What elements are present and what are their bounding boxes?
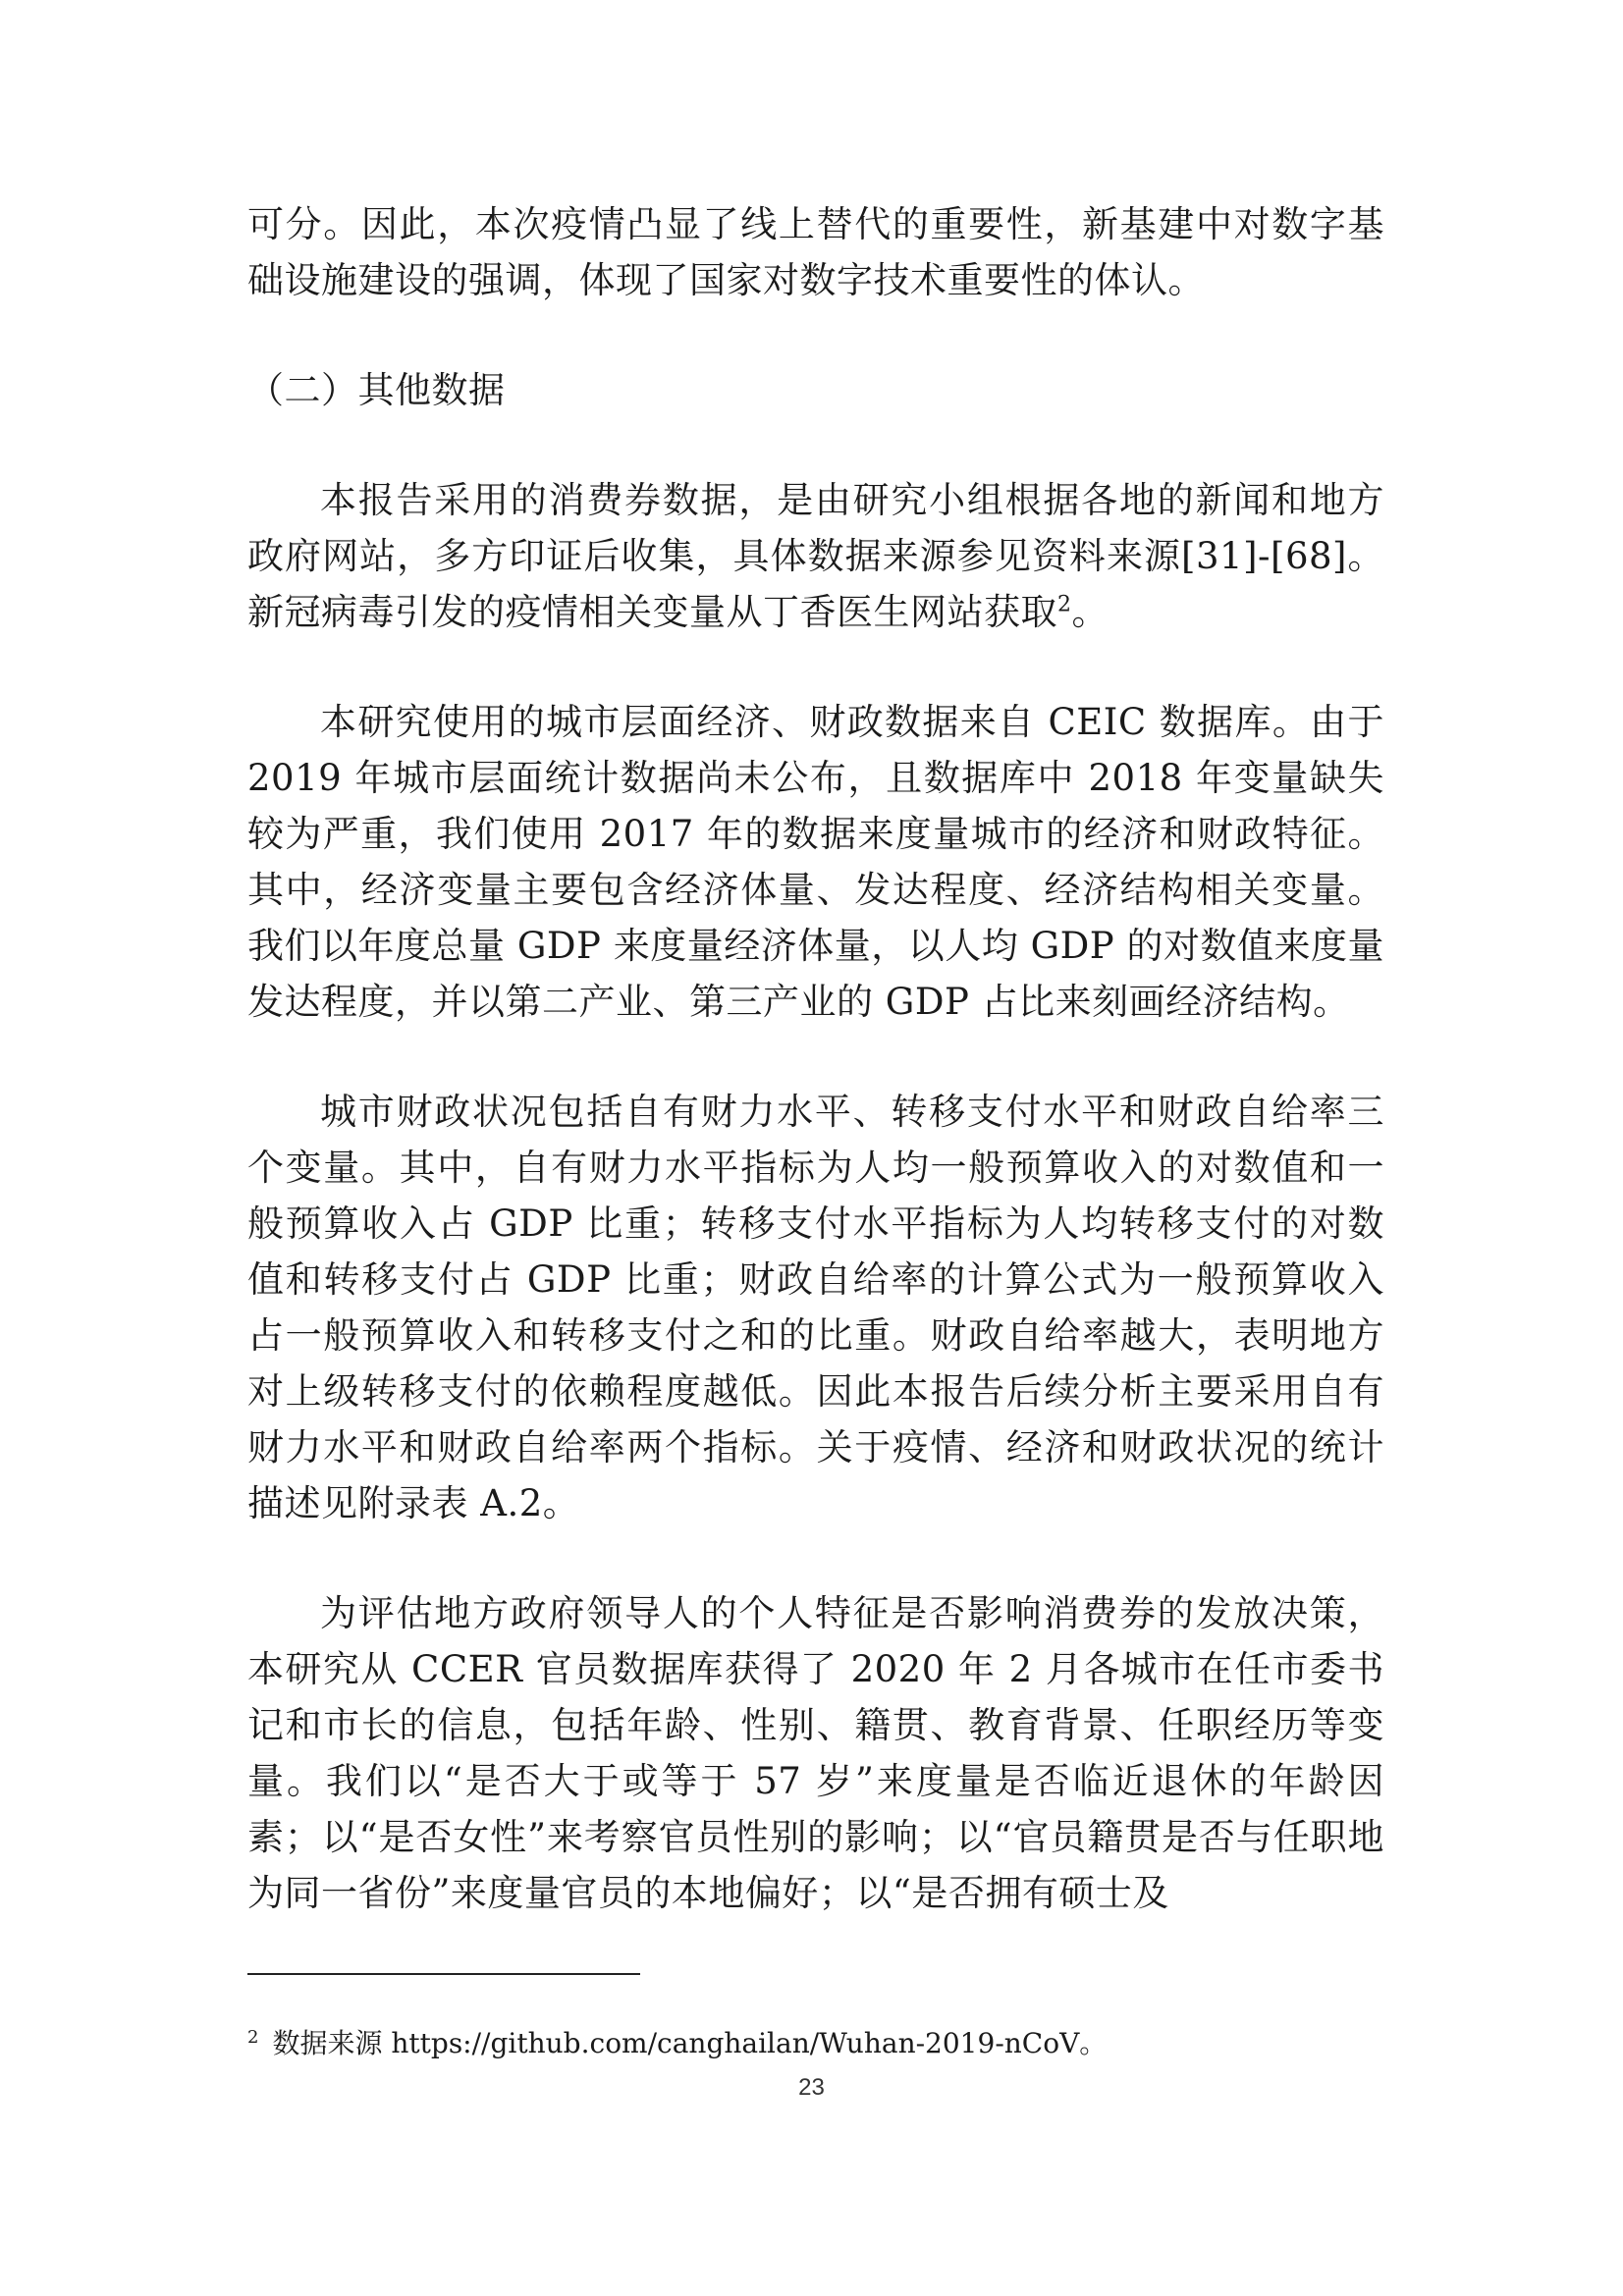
- paragraph-official-characteristics: 为评估地方政府领导人的个人特征是否影响消费券的发放决策，本研究从 CCER 官员数据库获得了 2020 年 2 月各城市在任市委书记和市长的信息，包括年龄、性别、籍贯、教育背景、任职经历等变量。我们以“是否大于或等于 57 岁”来度量是否临近退休的年龄因素；以“是否女性”来考察官员性别的影响；以“官员籍贯是否与任职地为同一省份”来度量官员的本地偏好；以“是否拥有硕士及: [247, 1592, 1384, 1914]
- page-number: 23: [798, 2074, 825, 2101]
- footnote-mark: 2: [247, 2026, 259, 2048]
- paragraph-economic-data: 本研究使用的城市层面经济、财政数据来自 CEIC 数据库。由于 2019 年城市层面统计数据尚未公布，且数据库中 2018 年变量缺失较为严重，我们使用 2017 年的数据来度量城市的经济和财政特征。其中，经济变量主要包含经济体量、发达程度、经济结构相关变量。我们以年度总量 GDP 来度量经济体量，以人均 GDP 的对数值来度量发达程度，并以第二产业、第三产业的 GDP 占比来刻画经济结构。: [247, 701, 1384, 1023]
- body-text: [247, 196, 1384, 1921]
- section-heading: （二）其他数据: [247, 369, 506, 411]
- footnote-divider: [247, 1973, 640, 1975]
- paragraph-fiscal-status: 城市财政状况包括自有财力水平、转移支付水平和财政自给率三个变量。其中，自有财力水平指标为人均一般预算收入的对数值和一般预算收入占 GDP 比重；转移支付水平指标为人均转移支付的对数值和转移支付占 GDP 比重；财政自给率的计算公式为一般预算收入占一般预算收入和转移支付之和的比重。财政自给率越大，表明地方对上级转移支付的依赖程度越低。因此本报告后续分析主要采用自有财力水平和财政自给率两个指标。关于疫情、经济和财政状况的统计描述见附录表 A.2。: [247, 1091, 1384, 1524]
- footnote: [247, 2024, 1384, 2063]
- paragraph-coupon-data: [247, 472, 1384, 640]
- footnote-reference[interactable]: 2: [1057, 592, 1072, 617]
- paragraph-coupon-data-text: 本报告采用的消费券数据，是由研究小组根据各地的新闻和地方政府网站，多方印证后收集，具体数据来源参见资料来源[31]-[68]。新冠病毒引发的疫情相关变量从丁香医生网站获取: [247, 479, 1384, 633]
- footnote-text: 数据来源 https://github.com/canghailan/Wuhan-2019-nCoV。: [272, 2027, 1108, 2059]
- paragraph-coupon-data-end: 。: [1071, 591, 1109, 633]
- paragraph-continuation: 可分。因此，本次疫情凸显了线上替代的重要性，新基建中对数字基础设施建设的强调，体现了国家对数字技术重要性的体认。: [247, 203, 1384, 301]
